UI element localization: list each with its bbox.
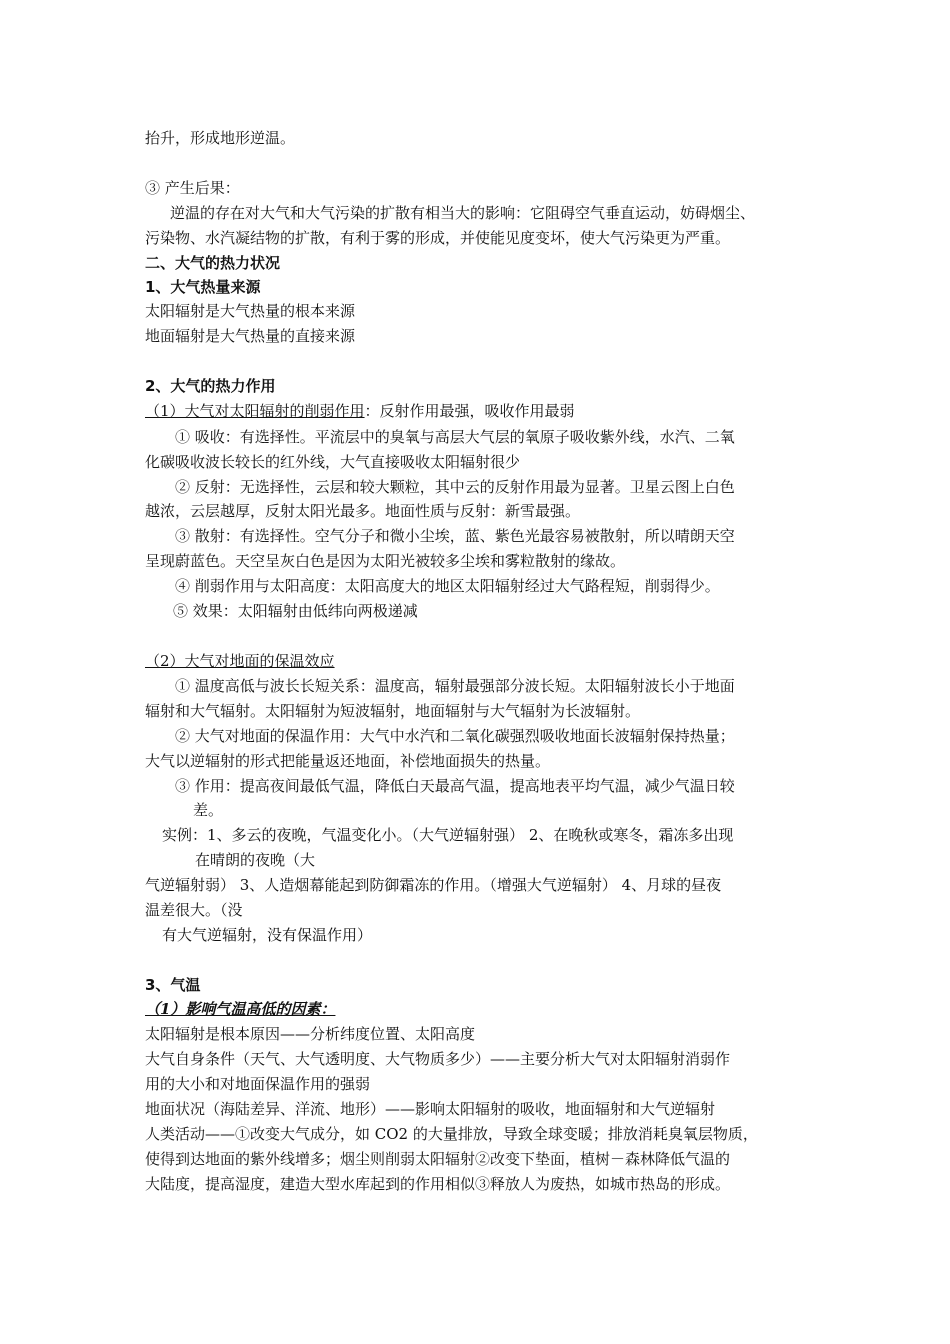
paragraph-line: 太阳辐射是根本原因——分析纬度位置、太阳高度 — [145, 1025, 476, 1043]
list-item: ③ 作用：提高夜间最低气温，降低白天最高气温，提高地表平均气温，减少气温日较 — [175, 777, 735, 795]
paragraph-line: 辐射和大气辐射。太阳辐射为短波辐射，地面辐射与大气辐射为长波辐射。 — [145, 702, 641, 720]
paragraph-line: 呈现蔚蓝色。天空呈灰白色是因为太阳光被较多尘埃和雾粒散射的缘故。 — [145, 552, 626, 570]
subsection-heading: 1、大气热量来源 — [145, 278, 261, 296]
list-item: ② 反射：无选择性，云层和较大颗粒，其中云的反射作用最为显著。卫星云图上白色 — [175, 478, 735, 496]
paragraph-line: 地面状况（海陆差异、洋流、地形）——影响太阳辐射的吸收，地面辐射和大气逆辐射 — [145, 1100, 716, 1118]
paragraph-line — [145, 401, 575, 421]
paragraph-line: 大气自身条件（天气、大气透明度、大气物质多少）——主要分析大气对太阳辐射消弱作 — [145, 1050, 731, 1068]
subsection-heading: 3、气温 — [145, 976, 201, 994]
subsection-subheading: （1）影响气温高低的因素： — [145, 1000, 336, 1018]
paragraph-line: 使得到达地面的紫外线增多；烟尘则削弱太阳辐射②改变下垫面，植树－森林降低气温的 — [145, 1150, 731, 1168]
paragraph-line: 越浓，云层越厚，反射太阳光最多。地面性质与反射：新雪最强。 — [145, 502, 581, 520]
paragraph-line: 用的大小和对地面保温作用的强弱 — [145, 1075, 371, 1093]
section-heading: 二、大气的热力状况 — [145, 254, 281, 272]
subheading-consequence: ③ 产生后果： — [145, 179, 240, 197]
paragraph-line: 化碳吸收波长较长的红外线，大气直接吸收太阳辐射很少 — [145, 453, 521, 471]
list-item: ③ 散射：有选择性。空气分子和微小尘埃，蓝、紫色光最容易被散射，所以晴朗天空 — [175, 527, 735, 545]
paragraph-line: 太阳辐射是大气热量的根本来源 — [145, 302, 356, 320]
topic-detail: ：反射作用最强，吸收作用最弱 — [364, 402, 575, 420]
subsection-heading: 2、大气的热力作用 — [145, 377, 276, 395]
example-line: 有大气逆辐射，没有保温作用） — [162, 926, 373, 944]
list-item: ④ 削弱作用与太阳高度：太阳高度大的地区太阳辐射经过大气路程短，削弱得少。 — [175, 577, 720, 595]
example-line: 气逆辐射弱） 3、人造烟幕能起到防御霜冻的作用。（增强大气逆辐射） 4、月球的昼夜 — [145, 876, 722, 894]
paragraph-line: 大气以逆辐射的形式把能量返还地面，补偿地面损失的热量。 — [145, 752, 551, 770]
list-item: ① 温度高低与波长长短关系：温度高，辐射最强部分波长短。太阳辐射波长小于地面 — [175, 677, 735, 695]
underlined-topic: （1）大气对太阳辐射的削弱作用 — [145, 402, 365, 420]
paragraph-line: 逆温的存在对大气和大气污染的扩散有相当大的影响：它阻碍空气垂直运动，妨碍烟尘、 — [170, 204, 756, 222]
paragraph-line: 污染物、水汽凝结物的扩散，有利于雾的形成，并使能见度变坏，使大气污染更为严重。 — [145, 229, 731, 247]
example-line: 在晴朗的夜晚（大 — [195, 851, 316, 869]
paragraph-line: 抬升，形成地形逆温。 — [145, 129, 296, 147]
example-line: 实例：1、多云的夜晚，气温变化小。（大气逆辐射强） 2、在晚秋或寒冬，霜冻多出现 — [162, 826, 734, 844]
list-item: ⑤ 效果：太阳辐射由低纬向两极递减 — [173, 602, 418, 620]
paragraph-line: 差。 — [193, 801, 224, 819]
paragraph-line: 人类活动——①改变大气成分，如 CO2 的大量排放，导致全球变暖；排放消耗臭氧层物质， — [145, 1125, 758, 1143]
list-item: ① 吸收：有选择性。平流层中的臭氧与高层大气层的氧原子吸收紫外线，水汽、二氧 — [175, 428, 735, 446]
list-item: ② 大气对地面的保温作用：大气中水汽和二氧化碳强烈吸收地面长波辐射保持热量； — [175, 727, 735, 745]
underlined-topic: （2）大气对地面的保温效应 — [145, 652, 335, 670]
paragraph-line: 大陆度，提高湿度，建造大型水库起到的作用相似③释放人为废热，如城市热岛的形成。 — [145, 1175, 731, 1193]
example-line: 温差很大。（没 — [145, 901, 243, 919]
paragraph-line: 地面辐射是大气热量的直接来源 — [145, 327, 356, 345]
